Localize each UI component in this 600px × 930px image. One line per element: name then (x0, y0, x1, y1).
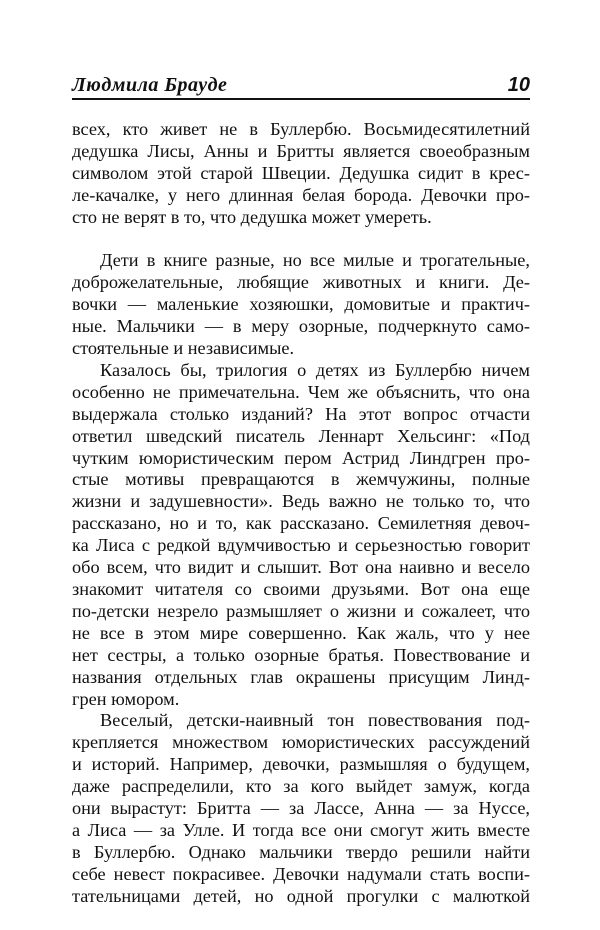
text-line: названия отдельных глав окрашены присущим Линд- (72, 666, 530, 687)
text-line: тательницами детей, но одной прогулки с малюткой (72, 885, 530, 906)
page-number: 10 (507, 74, 530, 96)
text-line: ле-качалке, у него длинная белая борода. Девочки про- (72, 184, 530, 205)
text-line: доброжелательные, любящие животных и книги. Де- (72, 272, 530, 293)
text-line: ответил шведский писатель Леннарт Хельсинг: «Под (72, 425, 530, 446)
text-line: выдержала столько изданий? На этот вопрос отчасти (72, 403, 530, 424)
text-line: даже распределили, кто за кого выйдет замуж, когда (72, 776, 530, 797)
text-line: рассказано, но и то, как рассказано. Семилетняя девоч- (72, 513, 530, 534)
text-line: грен юмором. (72, 688, 180, 709)
text-line: Веселый, детски-наивный тон повествования под- (100, 710, 530, 731)
text-line: дедушка Лисы, Анны и Бритты является своеобразным (72, 140, 530, 161)
text-line: нет сестры, а только озорные братья. Повествование и (72, 644, 530, 665)
text-line: не все в этом мире совершенно. Как жаль, что у нее (72, 622, 530, 643)
paragraph-gap (72, 229, 530, 251)
text-line: всех, кто живет не в Буллербю. Восьмидесятилетний (72, 119, 530, 139)
text-line: особенно не примечательна. Чем же объяснить, что она (72, 381, 530, 402)
text-line: сто не верят в то, что дедушка может умереть. (72, 206, 432, 227)
text-line: вочки — маленькие хозяюшки, домовитые и практич- (72, 294, 530, 315)
text-line: крепляется множеством юмористических рассуждений (72, 732, 530, 753)
text-line: ные. Мальчики — в меру озорные, подчеркнуто само- (72, 316, 530, 337)
text-line: себе невест покрасивее. Девочки надумали стать воспи- (72, 863, 530, 884)
text-line: Казалось бы, трилогия о детях из Буллербю ничем (100, 359, 530, 380)
text-line: и историй. Например, девочки, размышляя о будущем, (72, 754, 530, 775)
text-line: Дети в книге разные, но все милые и трогательные, (100, 250, 530, 271)
text-line: ка Лиса с редкой вдумчивостью и серьезностью говорит (72, 535, 530, 556)
text-line: они вырастут: Бритта — за Лассе, Анна — за Нуссе, (72, 798, 530, 819)
text-line: символом этой старой Швеции. Дедушка сидит в крес- (72, 162, 530, 183)
text-line: стоятельные и независимые. (72, 338, 295, 359)
text-line: по-детски незрело размышляет о жизни и сожалеет, что (72, 600, 530, 621)
text-line: в Буллербю. Однако мальчики твердо решили найти (72, 841, 530, 862)
text-line: обо всем, что видит и слышит. Вот она наивно и весело (72, 557, 530, 578)
text-line: знакомит читателя со своими друзьями. Вот она еще (72, 579, 530, 600)
text-line: а Лиса — за Улле. И тогда все они смогут жить вместе (72, 819, 530, 840)
text-line: стые мотивы превращаются в жемчужины, полные (72, 469, 530, 490)
text-line: чутким юмористическим пером Астрид Линдгрен про- (72, 447, 530, 468)
header-rule (72, 98, 530, 100)
author-name: Людмила Брауде (72, 74, 228, 96)
body-text (72, 119, 530, 908)
running-header (72, 74, 530, 96)
text-line: жизни и задушевности». Ведь важно не только то, что (72, 491, 530, 512)
